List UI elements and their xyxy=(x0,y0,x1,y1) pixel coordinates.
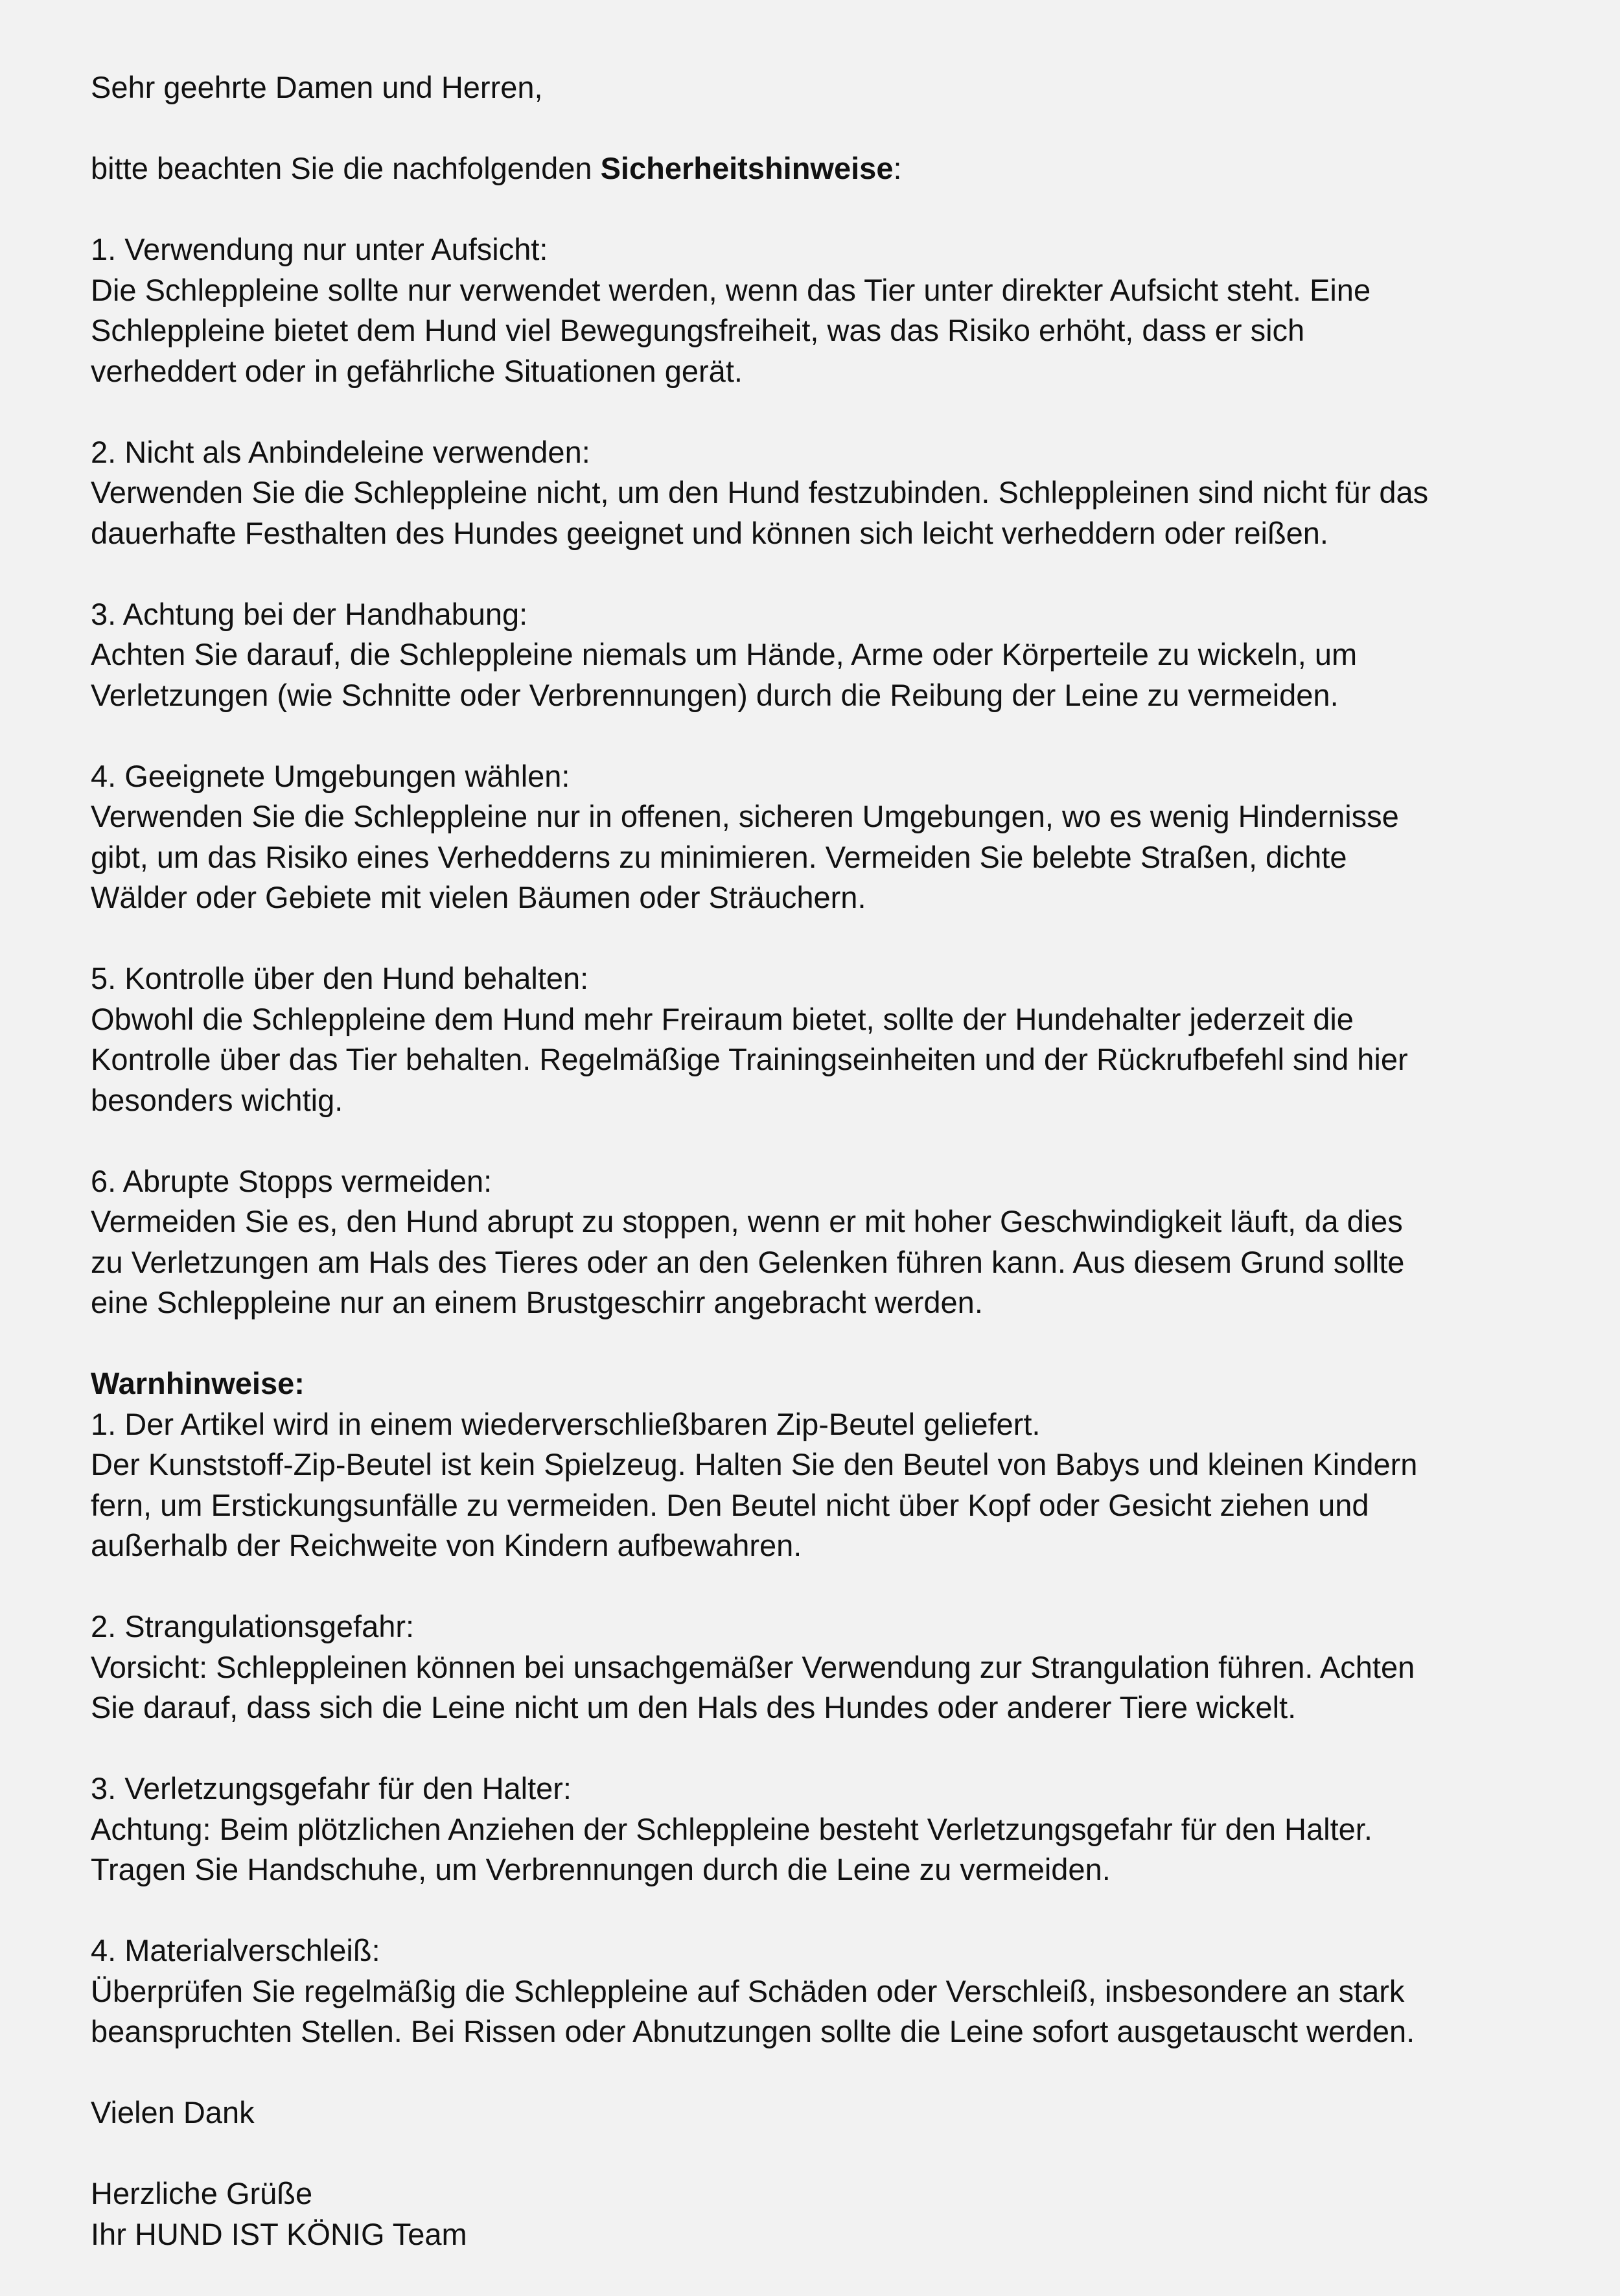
safety-note-heading: 5. Kontrolle über den Hund behalten: xyxy=(91,961,589,995)
safety-note-heading: 2. Nicht als Anbindeleine verwenden: xyxy=(91,434,590,469)
warning-3 xyxy=(91,1768,1529,1890)
closing-block xyxy=(91,2174,1529,2255)
intro-line xyxy=(91,148,1529,189)
safety-note-heading: 3. Achtung bei der Handhabung: xyxy=(91,596,528,631)
warning-heading: 3. Verletzungsgefahr für den Halter: xyxy=(91,1771,572,1805)
safety-note-1 xyxy=(91,229,1529,391)
warning-2 xyxy=(91,1606,1529,1728)
safety-note-line: Wälder oder Gebiete mit vielen Bäumen oder Sträuchern. xyxy=(91,880,866,914)
safety-note-line: Verletzungen (wie Schnitte oder Verbrennungen) durch die Reibung der Leine zu vermeiden. xyxy=(91,677,1339,712)
warning-heading: 4. Materialverschleiß: xyxy=(91,1933,380,1967)
warning-4 xyxy=(91,1931,1529,2052)
warning-line: Achtung: Beim plötzlichen Anziehen der Schleppleine besteht Verletzungsgefahr für den Halter. xyxy=(91,1811,1372,1846)
salutation-text: Sehr geehrte Damen und Herren, xyxy=(91,70,543,104)
safety-note-heading: 1. Verwendung nur unter Aufsicht: xyxy=(91,232,548,266)
safety-note-line: Vermeiden Sie es, den Hund abrupt zu stoppen, wenn er mit hoher Geschwindigkeit läuft, da dies xyxy=(91,1204,1403,1238)
warning-line: Vorsicht: Schleppleinen können bei unsachgemäßer Verwendung zur Strangulation führen. Achten xyxy=(91,1649,1415,1684)
warning-heading: 2. Strangulationsgefahr: xyxy=(91,1609,415,1643)
safety-note-line: eine Schleppleine nur an einem Brustgeschirr angebracht werden. xyxy=(91,1285,983,1319)
warning-line: fern, um Erstickungsunfälle zu vermeiden. Den Beutel nicht über Kopf oder Gesicht ziehen und xyxy=(91,1487,1369,1522)
warnings-title: Warnhinweise: xyxy=(91,1366,305,1400)
safety-note-heading: 4. Geeignete Umgebungen wählen: xyxy=(91,758,570,793)
intro-bold-term: Sicherheitshinweise xyxy=(600,151,894,185)
warning-line: beanspruchten Stellen. Bei Rissen oder Abnutzungen sollte die Leine sofort ausgetauscht werden. xyxy=(91,2014,1415,2048)
safety-note-line: zu Verletzungen am Hals des Tieres oder an den Gelenken führen kann. Aus diesem Grund sollte xyxy=(91,1244,1405,1279)
warning-line: Sie darauf, dass sich die Leine nicht um den Hals des Hundes oder anderer Tiere wickelt. xyxy=(91,1690,1297,1724)
salutation xyxy=(91,67,1529,108)
thanks-paragraph xyxy=(91,2093,1529,2133)
warning-line: Tragen Sie Handschuhe, um Verbrennungen durch die Leine zu vermeiden. xyxy=(91,1852,1111,1886)
safety-note-line: verheddert oder in gefährliche Situationen gerät. xyxy=(91,353,743,388)
safety-note-line: Verwenden Sie die Schleppleine nicht, um den Hund festzubinden. Schleppleinen sind nicht für das xyxy=(91,475,1429,509)
safety-note-line: Die Schleppleine sollte nur verwendet werden, wenn das Tier unter direkter Aufsicht steht. Eine xyxy=(91,272,1371,307)
safety-note-line: Kontrolle über das Tier behalten. Regelmäßige Trainingseinheiten und der Rückrufbefehl sind hier xyxy=(91,1042,1408,1076)
warning-1 xyxy=(91,1363,1529,1566)
safety-note-line: dauerhafte Festhalten des Hundes geeignet und können sich leicht verheddern oder reißen. xyxy=(91,515,1328,550)
safety-note-2 xyxy=(91,432,1529,554)
safety-note-line: Obwohl die Schleppleine dem Hund mehr Freiraum bietet, sollte der Hundehalter jederzeit die xyxy=(91,1001,1354,1036)
signature-text: Ihr HUND IST KÖNIG Team xyxy=(91,2216,467,2251)
warning-line: außerhalb der Reichweite von Kindern aufbewahren. xyxy=(91,1528,802,1562)
safety-note-line: Achten Sie darauf, die Schleppleine niemals um Hände, Arme oder Körperteile zu wickeln, um xyxy=(91,637,1358,671)
safety-note-3 xyxy=(91,594,1529,716)
intro-prefix: bitte beachten Sie die nachfolgenden xyxy=(91,151,601,185)
safety-note-line: gibt, um das Risiko eines Verhedderns zu minimieren. Vermeiden Sie belebte Straßen, dichte xyxy=(91,839,1347,874)
safety-note-line: Verwenden Sie die Schleppleine nur in offenen, sicheren Umgebungen, wo es wenig Hindernisse xyxy=(91,799,1399,833)
closing-text: Herzliche Grüße xyxy=(91,2176,313,2210)
safety-note-line: besonders wichtig. xyxy=(91,1082,343,1117)
warning-line: Der Kunststoff-Zip-Beutel ist kein Spielzeug. Halten Sie den Beutel von Babys und kleinen Kindern xyxy=(91,1447,1418,1481)
warning-line: Überprüfen Sie regelmäßig die Schleppleine auf Schäden oder Verschleiß, insbesondere an stark xyxy=(91,1973,1405,2008)
safety-note-5 xyxy=(91,958,1529,1120)
safety-note-heading: 6. Abrupte Stopps vermeiden: xyxy=(91,1163,492,1198)
intro-suffix: : xyxy=(893,151,902,185)
safety-note-line: Schleppleine bietet dem Hund viel Bewegungsfreiheit, was das Risiko erhöht, dass er sich xyxy=(91,313,1305,347)
intro-paragraph xyxy=(91,148,1529,189)
safety-note-6 xyxy=(91,1161,1529,1323)
thanks-text: Vielen Dank xyxy=(91,2095,255,2129)
warning-heading: 1. Der Artikel wird in einem wiederverschließbaren Zip-Beutel geliefert. xyxy=(91,1406,1041,1441)
safety-note-4 xyxy=(91,756,1529,918)
